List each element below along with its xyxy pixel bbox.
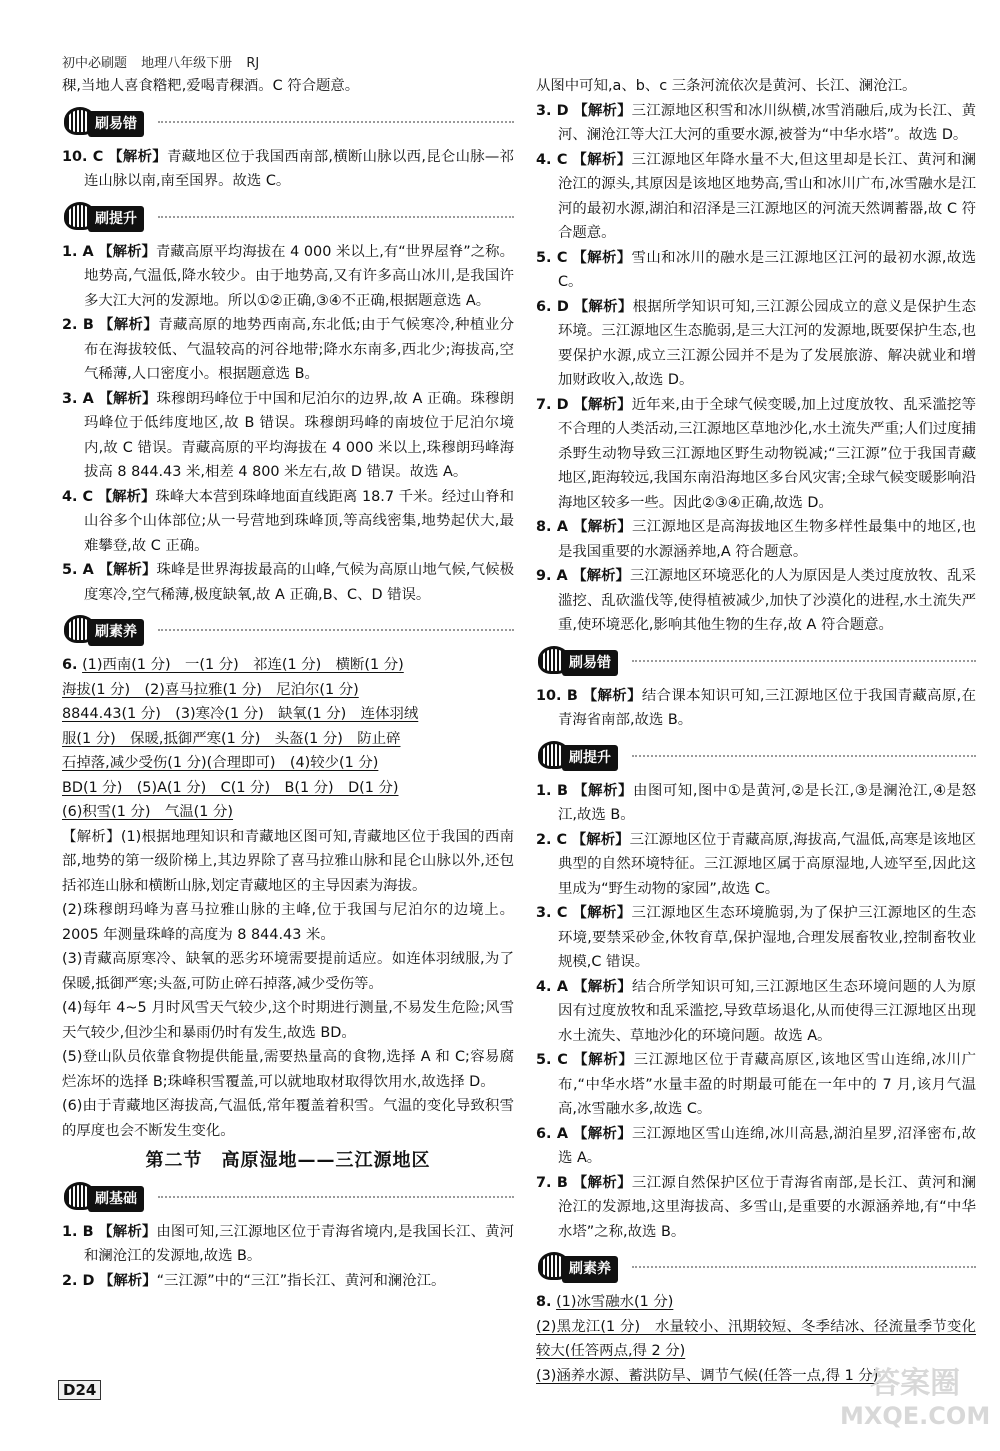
- analysis-tag: 【解析】: [572, 1174, 632, 1191]
- badge-tisheng-right: [536, 737, 976, 777]
- answer-item: [536, 828, 976, 902]
- section-title: 第二节 高原湿地——三江源地区: [145, 1150, 431, 1171]
- answer-item: [536, 515, 976, 564]
- answer-number: 1. B: [536, 782, 569, 799]
- analysis-paragraph: (6)由于青藏地区海拔高,气温低,常年覆盖着积雪。气温的变化导致积雪的厚度也会不断发生变化。: [62, 1098, 514, 1139]
- dotted-divider: [158, 629, 514, 631]
- answer-number: 6. A: [536, 1125, 568, 1142]
- badge-yicuo-right: [536, 642, 976, 682]
- badge-yicuo-left: [62, 103, 514, 143]
- analysis-tag: 【解析】: [98, 562, 157, 578]
- answer-item: [536, 901, 976, 975]
- analysis-tag: 【解析】: [572, 568, 630, 584]
- answer-number: 4. C: [536, 151, 568, 168]
- answer-item: [536, 295, 976, 393]
- answer-number: 5. C: [536, 1052, 568, 1068]
- answer-item: [536, 148, 976, 246]
- analysis-tag: 【解析】: [573, 396, 632, 413]
- answer-number: 4. C: [62, 488, 94, 505]
- answer-number: 1. A: [62, 243, 94, 260]
- answer-text: 三江源地区环境恶化的人为原因是人类过度放牧、乱采滥挖、乱砍滥伐等,使得植被减少,加快了沙漠化的进程,水土流失严重,使环境恶化,影响其他生物的生存,故 A 符合题意。: [558, 568, 976, 633]
- analysis-tag: 【解析】: [573, 298, 633, 315]
- right-intro: 从图中可知,a、b、c 三条河流依次是黄河、长江、澜沧江。: [536, 78, 917, 94]
- answer-line: (2)黑龙江(1 分) 水量较小、汛期较短、冬季结冰、径流量季节变化较大(任答两点,得 2 分): [536, 1318, 976, 1359]
- analysis-tag: 【解析】: [582, 687, 642, 704]
- answer-line: 海拔(1 分) (2)喜马拉雅(1 分) 尼泊尔(1 分): [62, 681, 359, 698]
- answer-item: [536, 246, 976, 295]
- answer-text: 结合所学知识可知,三江源地区生态环境问题的人为原因有过度放牧和乱采滥挖,导致草场退化,从而使得三江源地区出现水土流失、草地沙化的环境问题。故选 A。: [558, 978, 976, 1044]
- answer-number: 1. B: [62, 1223, 94, 1240]
- answer-number: 5. A: [62, 562, 94, 578]
- analysis-tag: 【解析】: [98, 317, 159, 333]
- analysis-tag: 【解析】: [573, 1052, 634, 1068]
- answer-item: [62, 653, 514, 678]
- answer-number: 3. C: [536, 905, 568, 921]
- answer-item: [536, 684, 976, 733]
- answer-text: 三江源地区积雪和冰川纵横,冰雪消融后,成为长江、黄河、澜沧江等大江大河的重要水源,被誉为“中华水塔”。故选 D。: [558, 102, 976, 143]
- answer-item: [62, 1220, 514, 1269]
- dotted-divider: [632, 755, 976, 757]
- answer-text: 青藏高原平均海拔在 4 000 米以上,有“世界屋脊”之称。地势高,气温低,降水较少。由于地势高,又有许多高山冰川,是我国许多大江大河的发源地。所以①②正确,③④不正确,根据题意选 A。: [84, 243, 514, 309]
- edition-label: RJ: [246, 56, 260, 71]
- analysis-tag: 【解析】: [572, 1125, 632, 1142]
- watermark-text: 答案圈: [870, 1366, 961, 1401]
- answer-number: 2. D: [62, 1272, 95, 1289]
- answer-text: 结合课本知识可知,三江源地区位于我国青藏高原,在青海省南部,故选 B。: [558, 687, 976, 728]
- left-intro: 稞,当地人喜食糌粑,爱喝青稞酒。C 符合题意。: [62, 78, 360, 94]
- analysis-tag: 【解析】: [98, 243, 156, 260]
- badge-suyang-right: [536, 1248, 976, 1288]
- book-title: 初中必刷题: [62, 56, 128, 71]
- answer-text: 三江源自然保护区位于青海省南部,是长江、黄河和澜沧江的发源地,这里海拔高、多雪山,是重要的水源涵养地,有“中华水塔”之称,故选 B。: [558, 1174, 976, 1240]
- answer-number: 4. A: [536, 978, 568, 995]
- answer-item: [62, 1269, 514, 1294]
- badge-label: 刷素养: [88, 619, 144, 646]
- badge-label: 刷素养: [562, 1256, 618, 1283]
- badge: [62, 615, 152, 643]
- page-number: D24: [58, 1380, 101, 1400]
- answer-text: 珠穆朗玛峰位于中国和尼泊尔的边界,故 A 正确。珠穆朗玛峰位于低纬度地区,故 B 错误。珠穆朗玛峰的南坡位于尼泊尔境内,故 C 错误。青藏高原的平均海拔在 4 000 米以上,珠穆朗玛峰海拔高 8 844.43 米,相差 4 800 米左右,故 D 错误。故选 A。: [84, 390, 514, 480]
- answer-text: 三江源地区是高海拔地区生物多样性最集中的地区,也是我国重要的水源涵养地,A 符合题意。: [558, 519, 976, 560]
- answer-line: 石掉落,减少受伤(1 分)(合理即可) (4)较少(1 分): [62, 755, 379, 771]
- answer-item: [536, 564, 976, 638]
- watermark-url: MXQE.COM: [840, 1402, 991, 1430]
- answer-item: [536, 393, 976, 516]
- answer-item: [536, 1122, 976, 1171]
- answer-item: [536, 99, 976, 148]
- answer-text: 三江源地区雪山连绵,冰川高悬,湖泊星罗,沼泽密布,故选 A。: [558, 1125, 976, 1166]
- analysis-paragraph: (3)青藏高原寒冷、缺氧的恶劣环境需要提前适应。如连体羽绒服,为了保暖,抵御严寒;头盔,可防止碎石掉落,减少受伤等。: [62, 951, 514, 992]
- answer-text: 青藏地区位于我国西南部,横断山脉以西,昆仑山脉—祁连山脉以南,南至国界。故选 C。: [84, 148, 514, 189]
- page-header: [62, 52, 269, 71]
- badge: [62, 1182, 152, 1210]
- analysis-tag: 【解析】: [572, 151, 632, 168]
- badge: [536, 646, 626, 674]
- watermark-logo: [840, 1368, 990, 1432]
- analysis-tag: 【解析】: [97, 488, 156, 505]
- badge-label: 刷提升: [562, 745, 618, 772]
- answer-item: [536, 1048, 976, 1122]
- answer-text: 青藏高原的地势西南高,东北低;由于气候寒冷,种植业分布在海拔较低、气温较高的河谷地带;降水东南多,西北少;海拔高,空气稀薄,人口密度小。根据题意选 B。: [84, 317, 514, 382]
- analysis-tag: 【解析】: [572, 249, 632, 266]
- dotted-divider: [632, 660, 976, 662]
- answer-line: 8844.43(1 分) (3)寒冷(1 分) 缺氧(1 分) 连体羽绒: [62, 706, 419, 722]
- analysis-tag: 【解析】: [98, 1223, 157, 1240]
- dotted-divider: [158, 1196, 514, 1198]
- answer-item: [536, 975, 976, 1049]
- answer-number: 7. D: [536, 396, 569, 413]
- analysis-tag: 【解析】: [572, 978, 632, 995]
- answer-number: 6.: [62, 657, 78, 673]
- answer-text: 三江源地区位于青藏高原区,该地区雪山连绵,冰川广布,“中华水塔”水量丰盈的时期最可能在一年中的 7 月,该月气温高,冰雪融水多,故选 C。: [558, 1052, 976, 1117]
- analysis-tag: 【解析】: [573, 782, 633, 799]
- badge: [62, 202, 152, 230]
- answer-text: 三江源地区位于青藏高原,海拔高,气温低,高寒是该地区典型的自然环境特征。三江源地区属于高原湿地,人迹罕至,因此这里成为“野生动物的家园”,故选 C。: [558, 831, 976, 897]
- answer-item: [536, 779, 976, 828]
- answer-item: [62, 387, 514, 485]
- analysis-paragraph: (4)每年 4~5 月时风雪天气较少,这个时期进行测量,不易发生危险;风雪天气较少,但沙尘和暴雨仍时有发生,故选 BD。: [62, 1000, 514, 1041]
- badge-suyang-left: [62, 611, 514, 651]
- dotted-divider: [158, 216, 514, 218]
- answer-line: BD(1 分) (5)A(1 分) C(1 分) B(1 分) D(1 分): [62, 779, 399, 796]
- badge: [536, 741, 626, 769]
- analysis-paragraph: 【解析】(1)根据地理知识和青藏地区图可知,青藏地区位于我国的西南部,地势的第一级阶梯上,其边界除了喜马拉雅山脉和昆仑山脉以外,还包括祁连山脉和横断山脉,划定青藏地区的主导因素为海拔。: [62, 828, 514, 894]
- answer-number: 2. C: [536, 831, 568, 848]
- answer-text: 珠峰大本营到珠峰地面直线距离 18.7 千米。经过山脊和山谷多个山体部位;从一号营地到珠峰顶,等高线密集,地势起伏大,最难攀登,故 C 正确。: [84, 488, 514, 554]
- analysis-tag: 【解析】: [99, 1272, 157, 1289]
- analysis-paragraph: (2)珠穆朗玛峰为喜马拉雅山脉的主峰,位于我国与尼泊尔的边境上。2005 年测量珠峰的高度为 8 844.43 米。: [62, 902, 514, 943]
- answer-number: 10. B: [536, 687, 578, 704]
- badge-label: 刷易错: [562, 650, 618, 677]
- answer-item: [536, 1171, 976, 1245]
- answer-number: 9. A: [536, 568, 568, 584]
- answer-text: “三江源”中的“三江”指长江、黄河和澜沧江。: [156, 1272, 446, 1289]
- subject-title: 地理八年级下册: [141, 56, 233, 71]
- answer-item: [62, 240, 514, 314]
- answer-text: 由图可知,图中①是黄河,②是长江,③是澜沧江,④是怒江,故选 B。: [558, 782, 976, 823]
- answer-text: 三江源地区年降水量不大,但这里却是长江、黄河和澜沧江的源头,其原因是该地区地势高,雪山和冰川广布,冰雪融水是江河的最初水源,湖泊和沼泽是三江源地区的河流天然调蓄器,故 C 符合题意。: [558, 151, 977, 241]
- dotted-divider: [158, 121, 514, 123]
- badge-label: 刷提升: [88, 206, 144, 233]
- answer-item: [62, 485, 514, 559]
- answer-item: [536, 1290, 976, 1315]
- analysis-tag: 【解析】: [573, 102, 632, 119]
- analysis-tag: 【解析】: [108, 148, 167, 165]
- answer-item: [62, 145, 514, 194]
- answer-line: 服(1 分) 保暖,抵御严寒(1 分) 头盔(1 分) 防止碎: [62, 730, 401, 747]
- analysis-tag: 【解析】: [572, 905, 632, 921]
- analysis-paragraph: (5)登山队员依靠食物提供能量,需要热量高的食物,选择 A 和 C;容易腐烂冻坏的选择 B;珠峰积雪覆盖,可以就地取材取得饮用水,故选择 D。: [62, 1049, 514, 1090]
- answer-text: 三江源地区生态环境脆弱,为了保护三江源地区的生态环境,要禁采砂金,休牧育草,保护湿地,合理发展畜牧业,控制畜牧业规模,C 错误。: [558, 905, 977, 970]
- badge: [62, 107, 152, 135]
- badge-label: 刷易错: [88, 111, 144, 138]
- badge-jichu-left: [62, 1178, 514, 1218]
- analysis-tag: 【解析】: [98, 390, 157, 407]
- right-column: [536, 74, 976, 1388]
- answer-line: (3)涵养水源、蓄洪防旱、调节气候(任答一点,得 1 分): [536, 1367, 879, 1384]
- badge-label: 刷基础: [88, 1186, 144, 1213]
- dotted-divider: [632, 1266, 976, 1268]
- answer-item: [62, 313, 514, 387]
- answer-text: 近年来,由于全球气候变暖,加上过度放牧、乱采滥挖等不合理的人类活动,三江源地区草地沙化,水土流失严重;人们过度捕杀野生动物导致三江源地区野生动物锐减;“三江源”位于我国青藏地区,距海较远,我国东南沿海地区多台风灾害;全球气候变暖影响沿海地区较多一些。因此②③④正确,故选 D。: [558, 396, 976, 511]
- analysis-tag: 【解析】: [572, 519, 632, 535]
- answer-number: 10. C: [62, 148, 104, 165]
- answer-number: 8. A: [536, 519, 568, 535]
- answer-line: (6)积雪(1 分) 气温(1 分): [62, 804, 234, 820]
- badge-tisheng-left: [62, 198, 514, 238]
- answer-line: (1)冰雪融水(1 分): [556, 1294, 674, 1310]
- answer-text: 珠峰是世界海拔最高的山峰,气候为高原山地气候,气候极度寒冷,空气稀薄,极度缺氧,故 A 正确,B、C、D 错误。: [84, 562, 514, 603]
- answer-number: 2. B: [62, 317, 94, 333]
- left-column: [62, 74, 514, 1293]
- analysis-tag: 【解析】: [571, 831, 630, 848]
- answer-line: (1)西南(1 分) 一(1 分) 祁连(1 分) 横断(1 分): [82, 657, 404, 673]
- answer-number: 3. A: [62, 390, 94, 407]
- answer-item: [62, 558, 514, 607]
- answer-number: 6. D: [536, 298, 569, 315]
- answer-text: 由图可知,三江源地区位于青海省境内,是我国长江、黄河和澜沧江的发源地,故选 B。: [84, 1223, 514, 1264]
- answer-text: 根据所学知识可知,三江源公园成立的意义是保护生态环境。三江源地区生态脆弱,是三大江河的发源地,既要保护生态,也要保护水源,成立三江源公园并不是为了发展旅游、解决就业和增加财政收入,故选 D。: [558, 298, 976, 388]
- badge: [536, 1252, 626, 1280]
- answer-number: 5. C: [536, 249, 568, 266]
- answer-number: 7. B: [536, 1174, 568, 1191]
- answer-number: 8.: [536, 1294, 552, 1310]
- answer-number: 3. D: [536, 102, 569, 119]
- answer-text: 雪山和冰川的融水是三江源地区江河的最初水源,故选 C。: [558, 249, 977, 290]
